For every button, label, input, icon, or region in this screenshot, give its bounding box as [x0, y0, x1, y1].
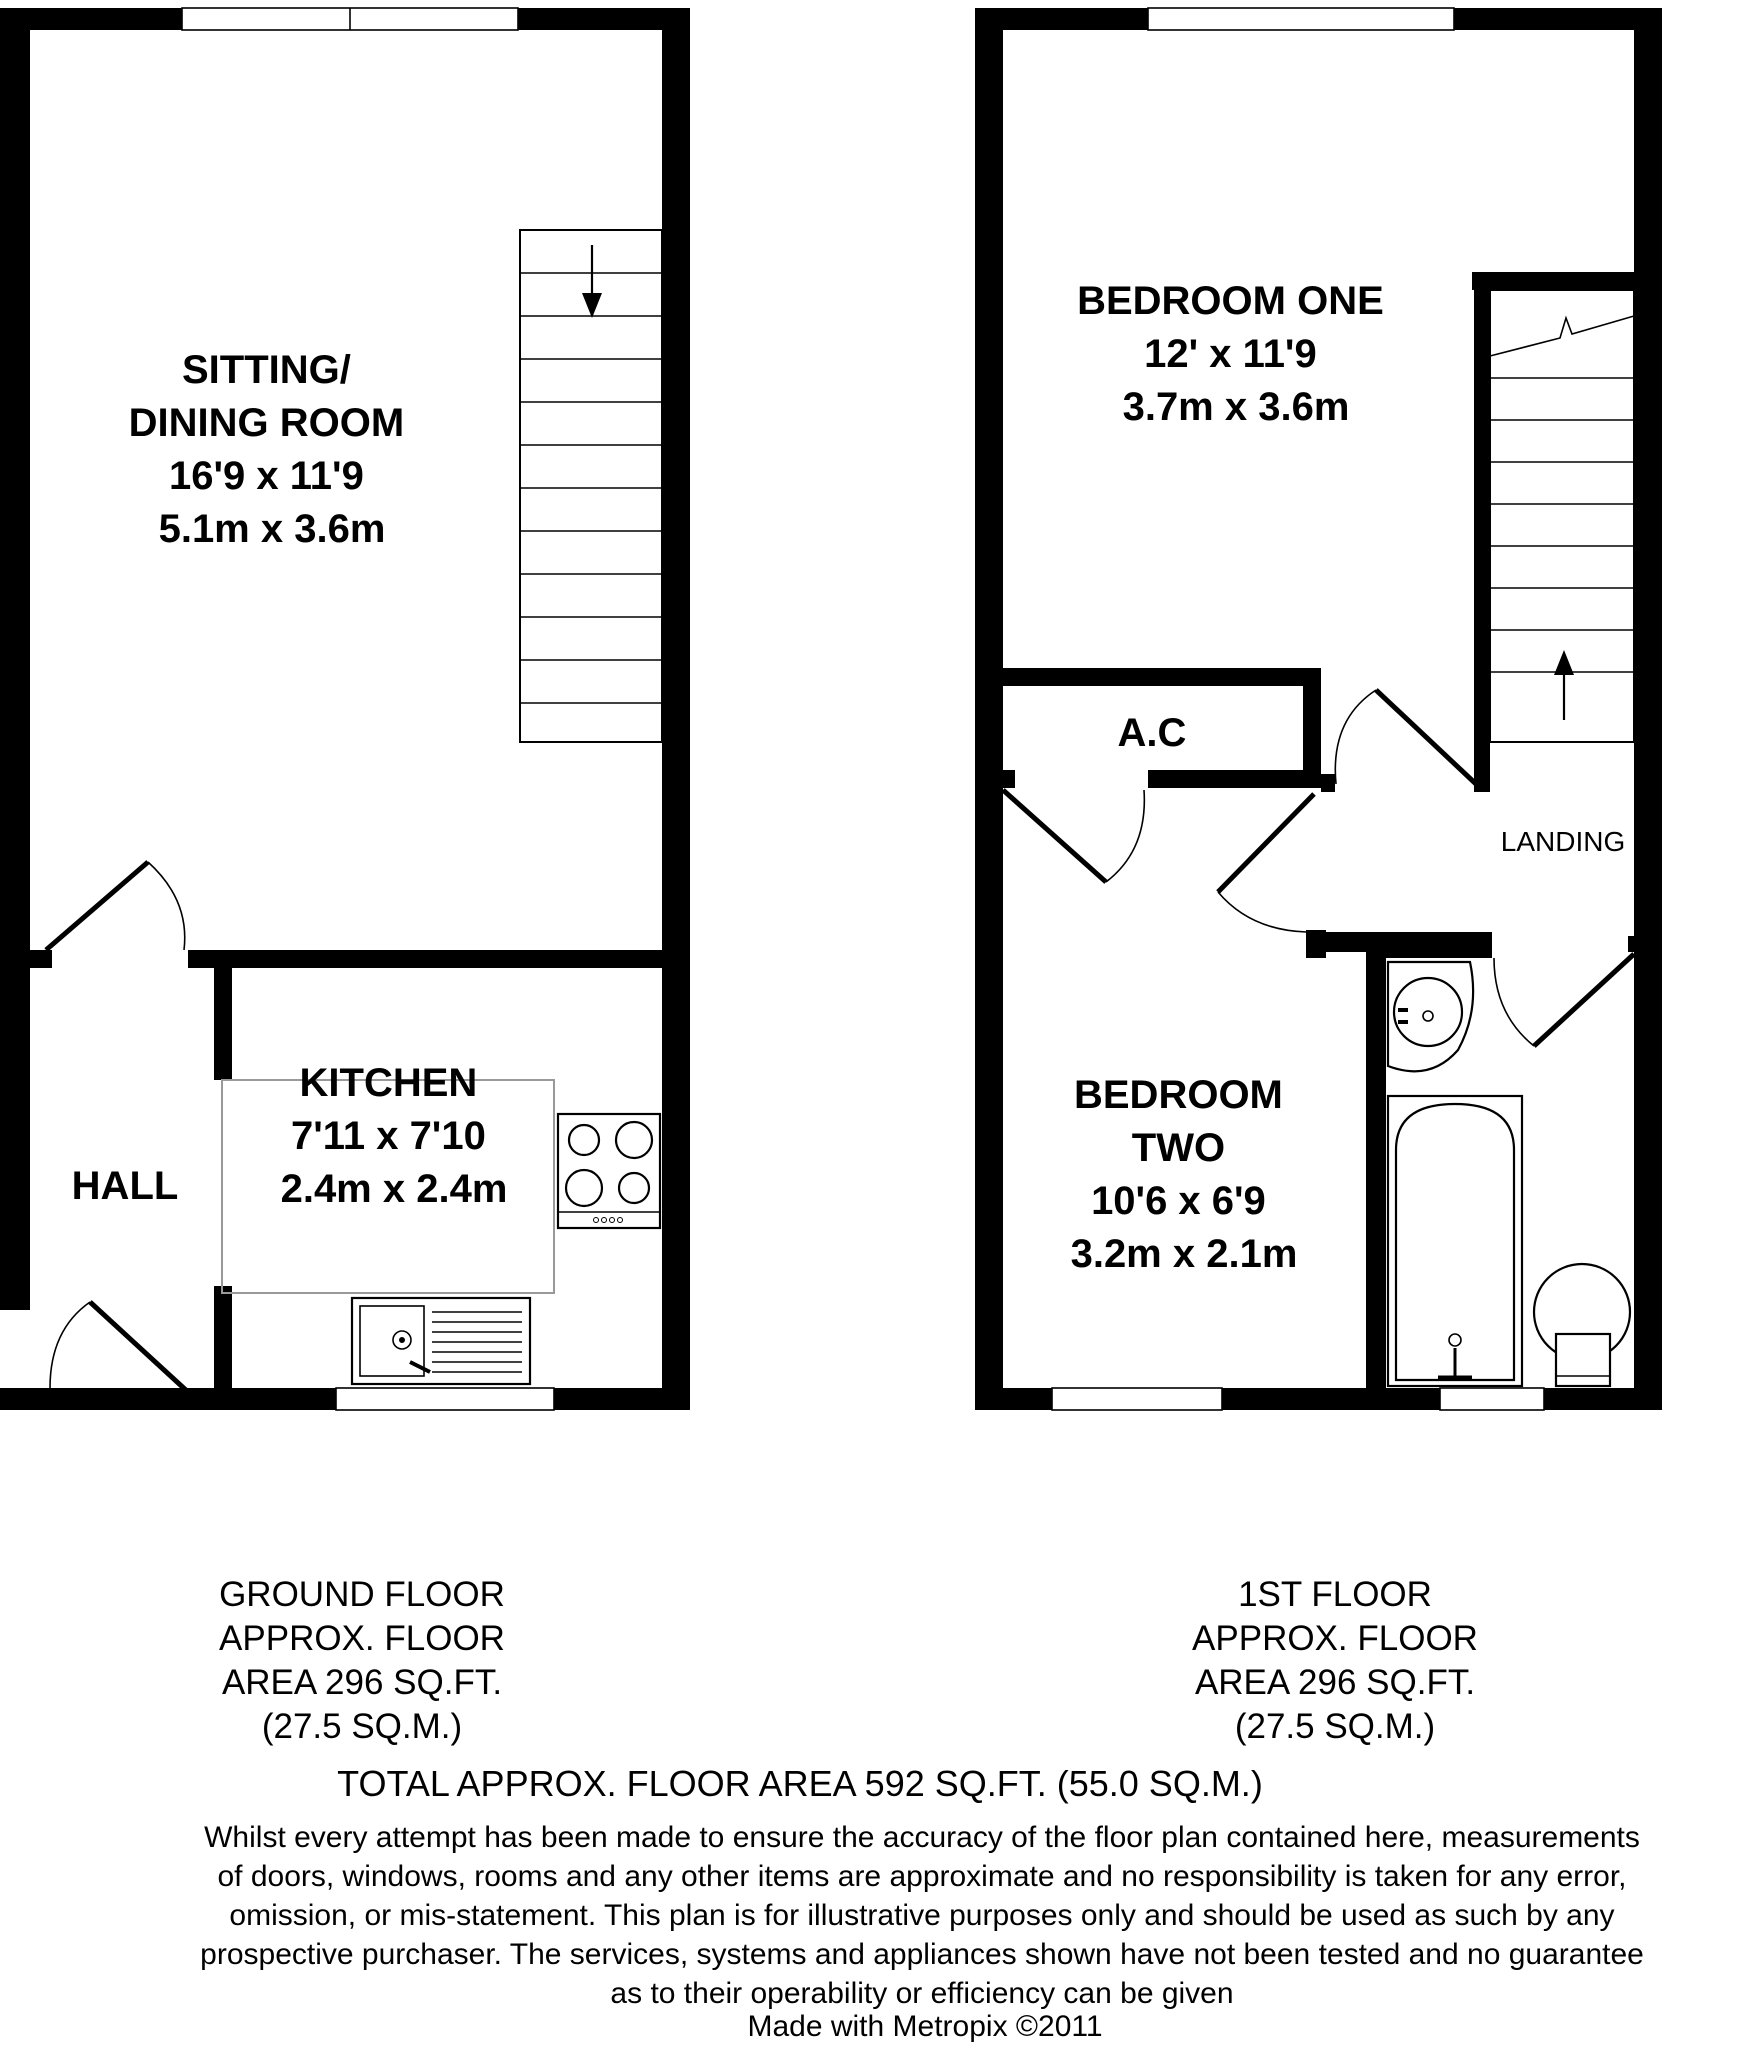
sitting-kitchen-partition [188, 950, 662, 968]
sitting-dining-room-label [129, 348, 416, 551]
kitchen-size-imperial: 7'11 x 7'10 [291, 1114, 486, 1158]
landing-lower-stub [1306, 930, 1326, 958]
airing-cupboard-door [1003, 790, 1144, 882]
bedroom-one-door [1335, 690, 1476, 784]
basin-icon [1388, 962, 1473, 1071]
kitchen-name: KITCHEN [299, 1061, 478, 1105]
bedroom-two-label [1071, 1073, 1298, 1276]
kitchen-window [336, 1388, 554, 1410]
bedroom-one-lower-wall [1003, 668, 1321, 686]
first-floor-summary [1085, 1573, 1585, 1749]
first-outer-wall-right [1634, 8, 1662, 1410]
sitting-dining-room-size-imperial: 16'9 x 11'9 [169, 454, 364, 498]
bedroom-one-window [1148, 8, 1454, 30]
ground-floor-summary [112, 1573, 612, 1749]
ac-right-wall [1303, 668, 1321, 786]
ground-stairs [520, 230, 662, 742]
kitchen-label [281, 1061, 508, 1211]
ground-floor-area-line-2: AREA 296 SQ.FT. [221, 1663, 503, 1702]
hall-partition-stub [30, 950, 52, 968]
kitchen-hall-wall-lower [214, 1286, 232, 1388]
bedroom-two-size-imperial: 10'6 x 6'9 [1091, 1179, 1266, 1223]
bedroom-one-size-imperial: 12' x 11'9 [1144, 332, 1317, 376]
stair-left-wall [1474, 272, 1490, 792]
first-floor-area-line-3: (27.5 SQ.M.) [1234, 1707, 1436, 1746]
bathroom-window [1440, 1388, 1544, 1410]
bedroom-one-label [1077, 279, 1395, 429]
sitting-dining-room-size-metric: 5.1m x 3.6m [158, 507, 386, 551]
disclaimer [100, 1818, 1744, 2013]
ac-landing-wall [1321, 774, 1335, 792]
stair-top-wall [1472, 272, 1634, 290]
toilet-icon [1534, 1264, 1630, 1386]
first-floor-area-line-1: APPROX. FLOOR [1192, 1619, 1478, 1658]
hob-icon [558, 1114, 660, 1228]
bedroom-two-size-metric: 3.2m x 2.1m [1070, 1232, 1298, 1276]
sitting-dining-room-name-1: SITTING/ [181, 348, 351, 392]
first-floor-title: 1ST FLOOR [1238, 1575, 1432, 1614]
total-floor-area: TOTAL APPROX. FLOOR AREA 592 SQ.FT. (55.0 SQ.M.) [337, 1763, 1263, 1804]
front-door-opening [0, 1310, 30, 1388]
bedroom-two-name-1: BEDROOM [1073, 1073, 1283, 1117]
bath-icon [1388, 1096, 1522, 1386]
ground-outer-wall-right [662, 8, 690, 1410]
kitchen-size-metric: 2.4m x 2.4m [280, 1167, 508, 1211]
kitchen-hall-wall-upper [214, 968, 232, 1080]
disclaimer-line: of doors, windows, rooms and any other items are approximate and no responsibility is taken for any error, [217, 1860, 1627, 1893]
ac-left-stub [1003, 770, 1015, 788]
bedroom-one-name: BEDROOM ONE [1077, 279, 1384, 323]
kitchen-sink-icon [352, 1298, 530, 1384]
airing-cupboard-label [1118, 711, 1187, 755]
ground-outer-wall-left [0, 8, 30, 1410]
ground-floor-plan [0, 8, 690, 1410]
bedroom-two-name-2: TWO [1131, 1126, 1226, 1170]
sitting-room-door [46, 862, 185, 950]
bathroom-right-stub [1628, 936, 1634, 952]
airing-cupboard-name: A.C [1117, 711, 1187, 755]
disclaimer-line: prospective purchaser. The services, systems and appliances shown have not been tested and no guarantee [200, 1938, 1644, 1971]
landing-name: LANDING [1500, 826, 1626, 857]
bathroom-top-wall [1366, 940, 1492, 958]
bedroom-two-door [1218, 794, 1314, 932]
metropix-credit: Made with Metropix ©2011 [747, 2010, 1103, 2043]
front-door [50, 1302, 188, 1392]
bedroom-one-size-metric: 3.7m x 3.6m [1122, 385, 1350, 429]
first-floor-stairs [1490, 290, 1634, 742]
hall-name: HALL [71, 1164, 179, 1208]
first-outer-wall-left [975, 8, 1003, 1410]
ground-floor-area-line-3: (27.5 SQ.M.) [261, 1707, 463, 1746]
first-floor-plan [975, 8, 1662, 1410]
ac-lower-wall [1148, 770, 1321, 788]
sitting-dining-room-name-2: DINING ROOM [128, 401, 405, 445]
landing-label [1501, 826, 1625, 857]
hall-label [72, 1164, 179, 1208]
ground-floor-area-line-1: APPROX. FLOOR [219, 1619, 505, 1658]
bathroom-door [1494, 954, 1634, 1046]
bedroom-two-window [1052, 1388, 1222, 1410]
bathroom-left-wall [1366, 940, 1386, 1388]
disclaimer-line: omission, or mis-statement. This plan is for illustrative purposes only and should be used as such by any [229, 1899, 1615, 1932]
first-floor-area-line-2: AREA 296 SQ.FT. [1194, 1663, 1476, 1702]
ground-floor-title: GROUND FLOOR [219, 1575, 505, 1614]
disclaimer-line: Whilst every attempt has been made to ensure the accuracy of the floor plan contained here, measurements [204, 1821, 1640, 1854]
disclaimer-line: as to their operability or efficiency can be given [610, 1977, 1234, 2010]
